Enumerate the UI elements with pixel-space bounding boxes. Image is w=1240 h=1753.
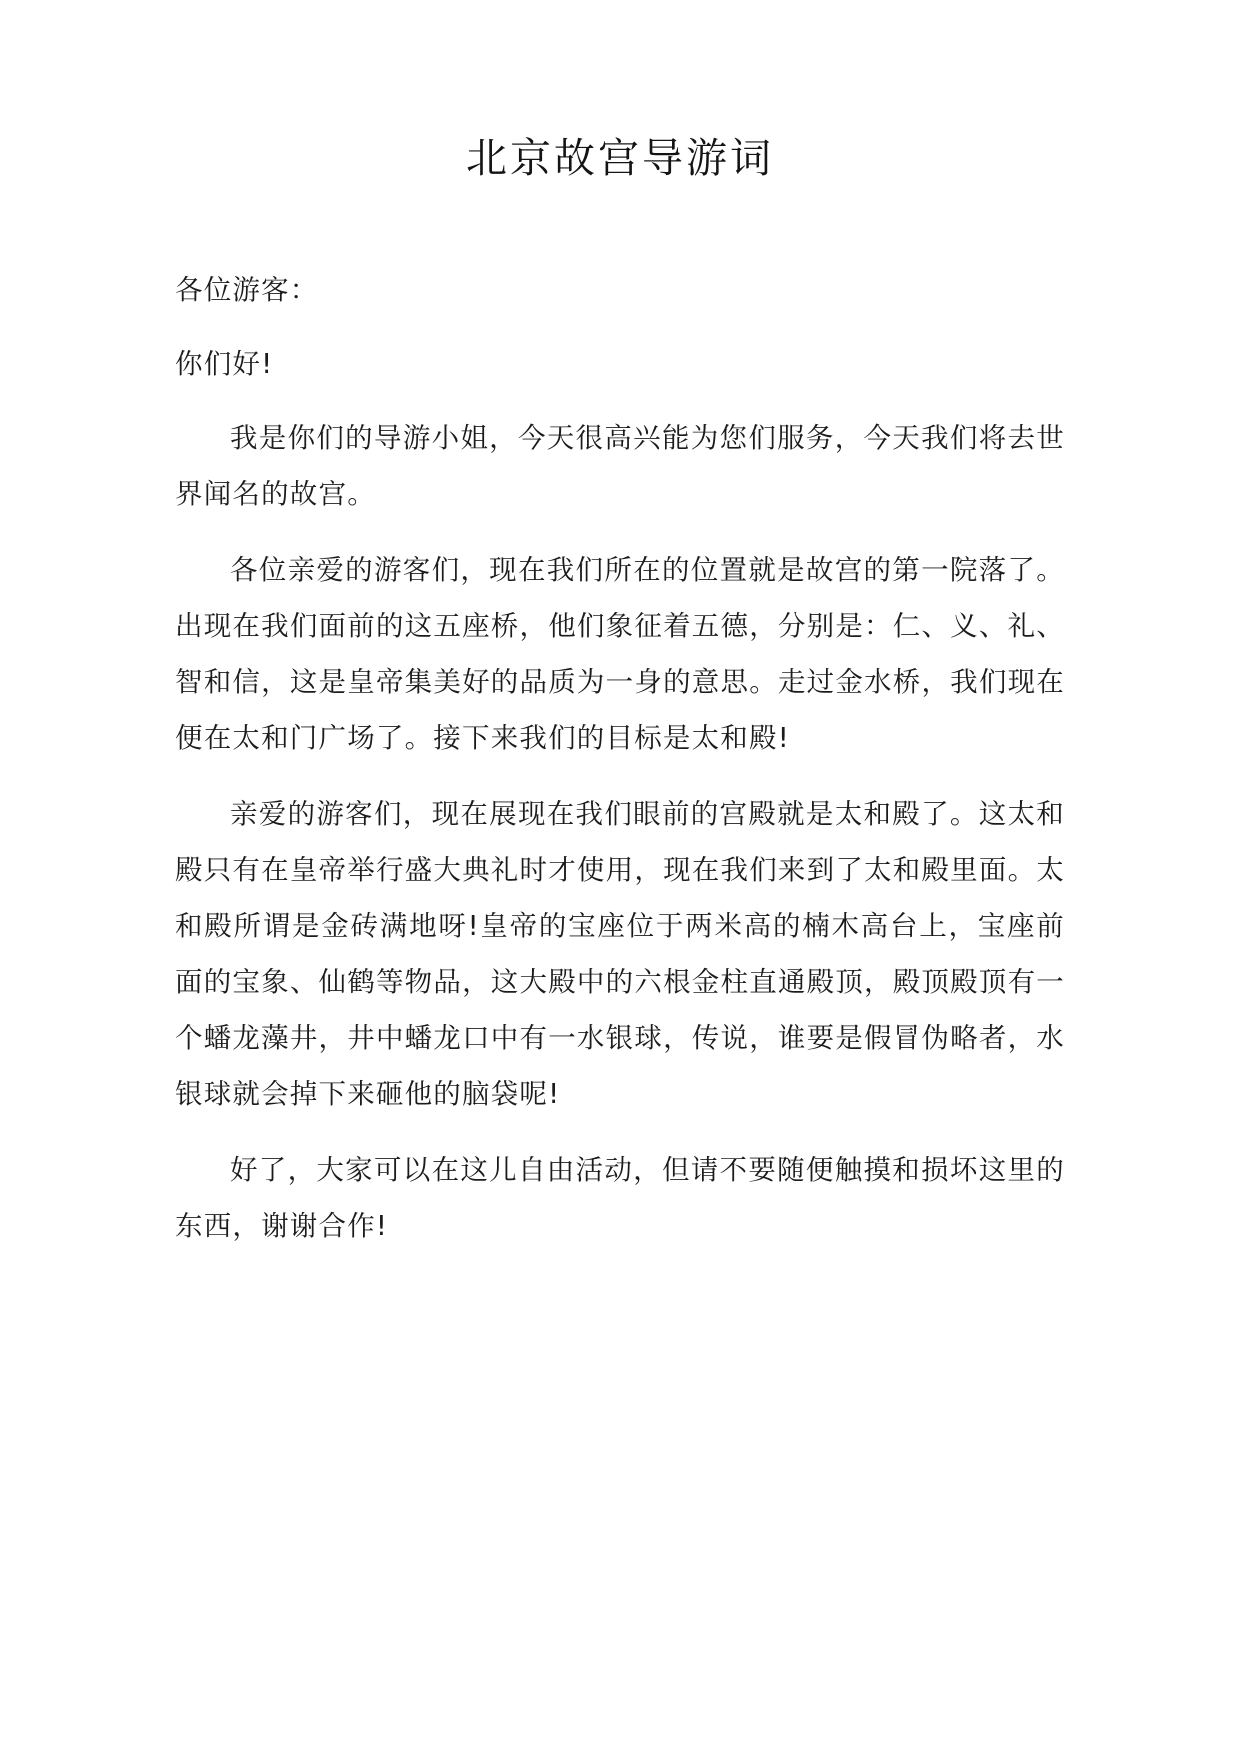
paragraph-salutation: 各位游客： — [175, 274, 319, 306]
paragraph-taihe-hall: 亲爱的游客们，现在展现在我们眼前的宫殿就是太和殿了。这太和殿只有在皇帝举行盛大典礼时才使用，现在我们来到了太和殿里面。太和殿所谓是金砖满地呀!皇帝的宝座位于两米高的楠木高台上，宝座前面的宝象、仙鹤等物品，这大殿中的六根金柱直通殿顶，殿顶殿顶有一个蟠龙藻井，井中蟠龙口中有一水银球，传说，谁要是假冒伪略者，水银球就会掉下来砸他的脑袋呢! — [175, 798, 1065, 1110]
paragraph-greeting: 你们好! — [175, 348, 274, 380]
paragraph-intro: 我是你们的导游小姐，今天很高兴能为您们服务，今天我们将去世界闻名的故宫。 — [175, 422, 1065, 510]
paragraph-first-courtyard: 各位亲爱的游客们，现在我们所在的位置就是故宫的第一院落了。出现在我们面前的这五座桥，他们象征着五德，分别是：仁、义、礼、智和信，这是皇帝集美好的品质为一身的意思。走过金水桥，我们现在便在太和门广场了。接下来我们的目标是太和殿! — [175, 554, 1065, 754]
page-title: 北京故宫导游词 — [466, 134, 774, 182]
document-body — [175, 262, 1065, 1274]
paragraph-closing: 好了，大家可以在这儿自由活动，但请不要随便触摸和损坏这里的东西，谢谢合作! — [175, 1154, 1065, 1242]
